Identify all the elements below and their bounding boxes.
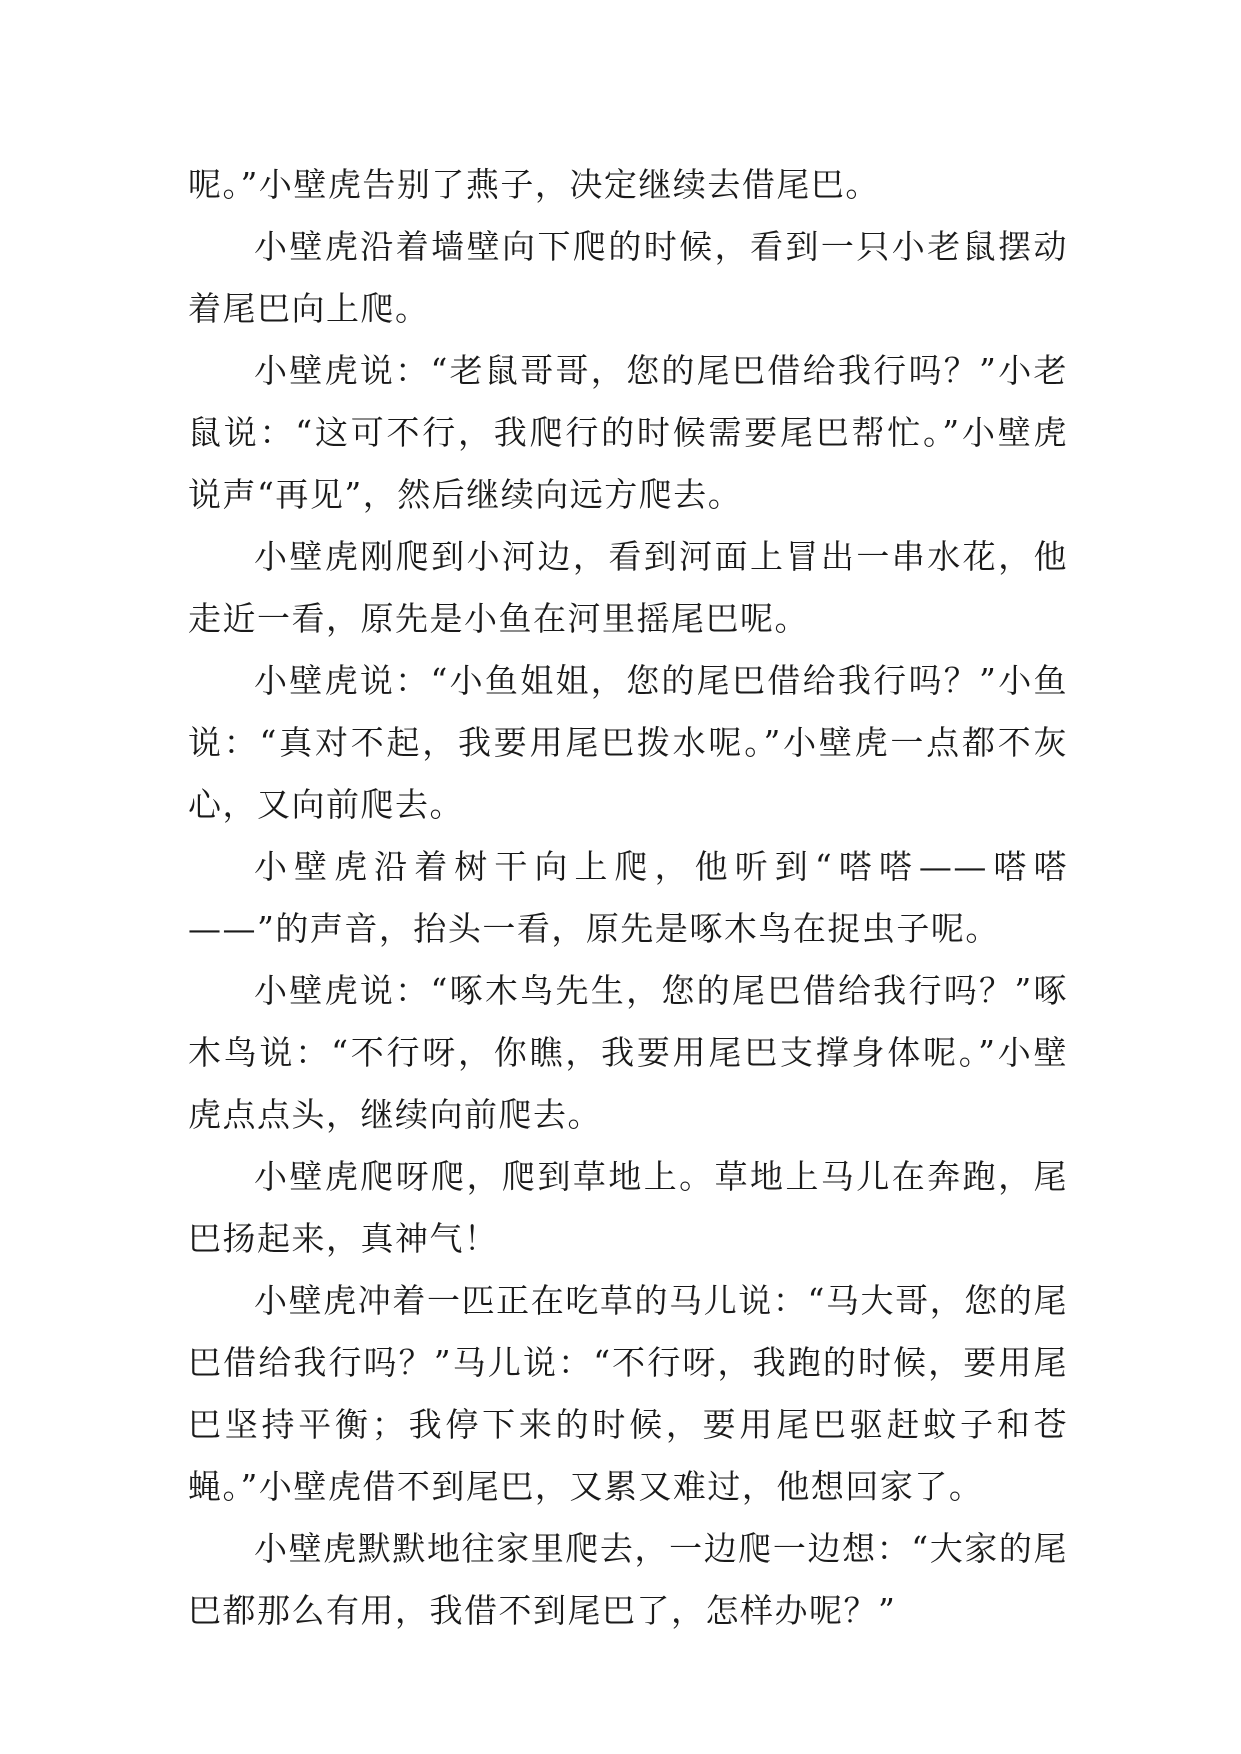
paragraph: 小壁虎爬呀爬，爬到草地上。草地上马儿在奔跑，尾巴扬起来，真神气！ (188, 1157, 1068, 1258)
paragraph-continuation: 呢。”小壁虎告别了燕子，决定继续去借尾巴。 (188, 165, 880, 204)
paragraph: 小壁虎说：“老鼠哥哥，您的尾巴借给我行吗？”小老鼠说：“这可不行，我爬行的时候需要尾巴帮忙。”小壁虎说声“再见”，然后继续向远方爬去。 (188, 351, 1068, 514)
document-page (188, 154, 1068, 1642)
paragraph: 小壁虎默默地往家里爬去，一边爬一边想：“大家的尾巴都那么有用，我借不到尾巴了，怎样办呢？” (188, 1529, 1068, 1630)
paragraph: 小壁虎刚爬到小河边，看到河面上冒出一串水花，他走近一看，原先是小鱼在河里摇尾巴呢。 (188, 537, 1068, 638)
paragraph: 小壁虎说：“啄木鸟先生，您的尾巴借给我行吗？”啄木鸟说：“不行呀，你瞧，我要用尾巴支撑身体呢。”小壁虎点点头，继续向前爬去。 (188, 971, 1068, 1134)
paragraph: 小壁虎沿着墙壁向下爬的时候，看到一只小老鼠摆动着尾巴向上爬。 (188, 227, 1068, 328)
paragraph: 小壁虎说：“小鱼姐姐，您的尾巴借给我行吗？”小鱼说：“真对不起，我要用尾巴拨水呢。”小壁虎一点都不灰心，又向前爬去。 (188, 661, 1068, 824)
paragraph: 小壁虎冲着一匹正在吃草的马儿说：“马大哥，您的尾巴借给我行吗？”马儿说：“不行呀，我跑的时候，要用尾巴坚持平衡；我停下来的时候，要用尾巴驱赶蚊子和苍蝇。”小壁虎借不到尾巴，又累又难过，他想回家了。 (188, 1281, 1068, 1506)
paragraph: 小壁虎沿着树干向上爬，他听到“嗒嗒——嗒嗒——”的声音，抬头一看，原先是啄木鸟在捉虫子呢。 (188, 847, 1068, 948)
